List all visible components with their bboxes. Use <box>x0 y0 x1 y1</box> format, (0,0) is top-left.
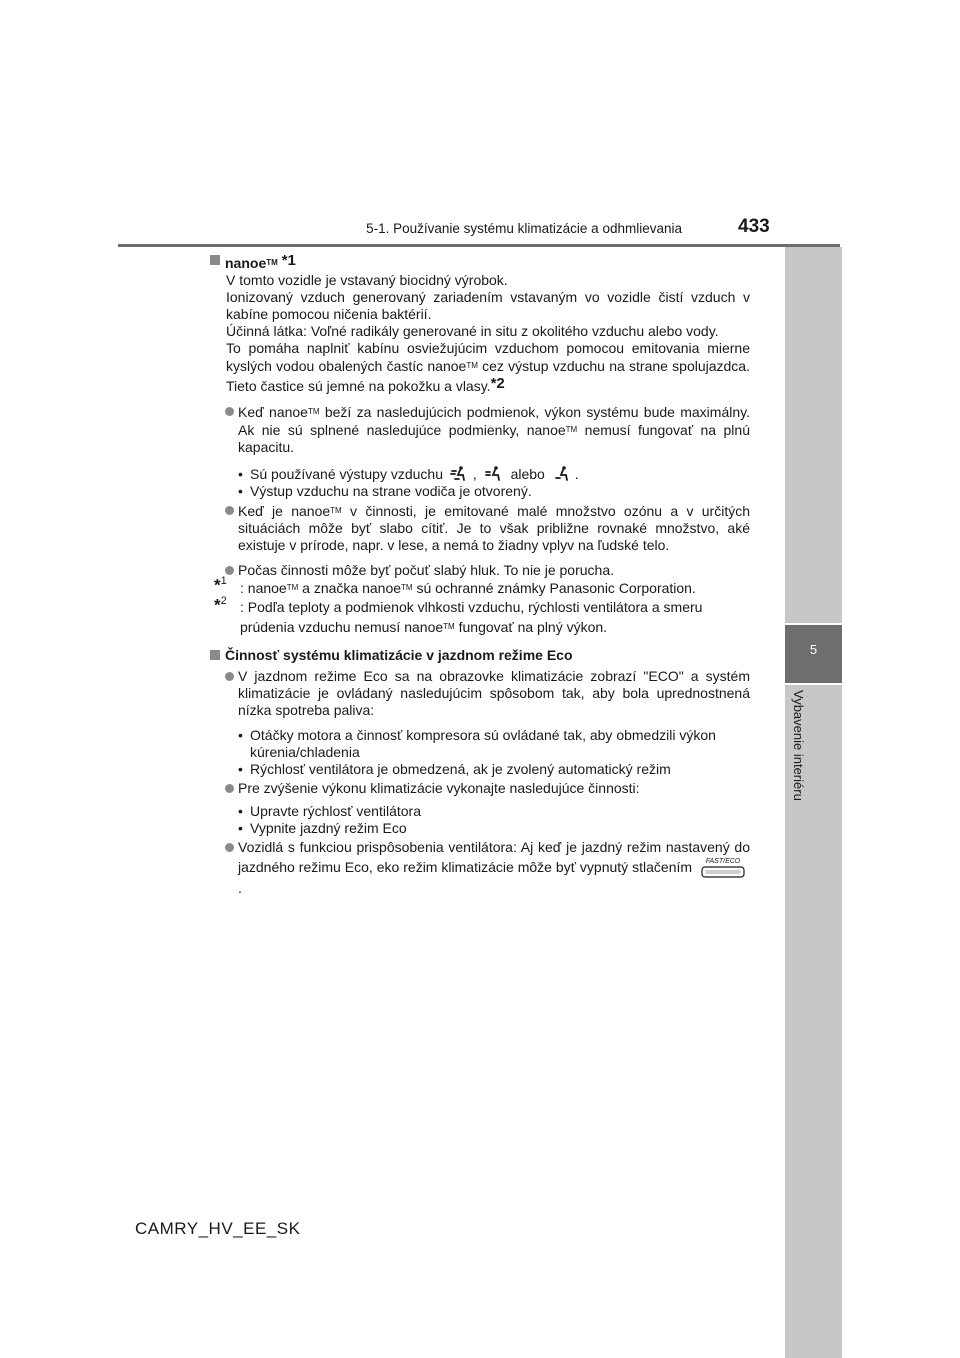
bullet-dot-icon <box>225 784 234 793</box>
bullet-dot-icon <box>225 843 234 852</box>
content <box>210 252 750 897</box>
footnote-1: *$^1$ : nanoe™ a značka nanoe™ sú ochranné známky Panasonic Corporation. <box>214 575 696 596</box>
bullet-dot-icon <box>225 407 234 416</box>
section-heading-nanoe: nanoe™ *1 <box>210 252 750 272</box>
paragraph: To pomáha naplniť kabínu osviežujúcim vzduchom pomocou emitovania mierne kyslých vodou obalených častíc nanoe™ cez výstup vzduchu na strane spolujazdca. Tieto častice sú jemné na pokožku a vlasy.*2 <box>226 340 750 394</box>
bullet-dot-icon <box>225 672 234 681</box>
paragraph: V tomto vozidle je vstavaný biocidný výrobok. <box>226 272 508 288</box>
bullet-dot-icon <box>225 506 234 515</box>
side-tab-chapter-label: Vybavenie interiéru <box>791 690 806 801</box>
sub-bullet-item: • Sú používané výstupy vzduchu , alebo . <box>238 466 579 482</box>
header-title: 5-1. Používanie systému klimatizácie a odhmlievania <box>366 221 682 236</box>
sub-bullet-item: • Upravte rýchlosť ventilátora <box>238 803 421 819</box>
bullet-item: Keď nanoe™ beží za nasledujúcich podmienok, výkon systému bude maximálny. Ak nie sú splnené nasledujúce podmienky, nanoe™ nemusí fungovať na plnú kapacitu. <box>210 403 750 456</box>
header-rule <box>118 244 840 247</box>
paragraph: Ionizovaný vzduch generovaný zariadením vstavaným vo vozidle čistí vzduch v kabíne pomocou ničenia baktérií. <box>226 289 750 322</box>
bullet-item: Vozidlá s funkciou prispôsobenia ventilátora: Aj keď je jazdný režim nastavený do jazdného režimu Eco, eko režim klimatizácie môže byť vypnutý stlačením FAST/ECO . <box>210 839 750 897</box>
paragraph: Účinná látka: Voľné radikály generované in situ z okolitého vzduchu alebo vody. <box>226 323 719 339</box>
bullet-item: Keď je nanoe™ v činnosti, je emitované malé množstvo ozónu a v určitých situáciách môže byť slabo cítiť. Je to však približne rovnaké množstvo, aké existuje v prírode, napr. v lese, a nemá to žiadny vplyv na ľudské telo. <box>210 502 750 554</box>
svg-text:FAST/ECO: FAST/ECO <box>705 858 741 865</box>
side-tab-top <box>785 247 842 623</box>
face-vent-icon <box>483 466 505 482</box>
section-marker-icon <box>210 650 220 660</box>
foot-vent-icon <box>551 466 573 482</box>
footer-doc-code: CAMRY_HV_EE_SK <box>135 1219 301 1238</box>
bullet-item: Počas činnosti môže byť počuť slabý hluk. To nie je porucha. <box>210 562 750 579</box>
side-tab-chapter-number: 5 <box>785 625 842 683</box>
section-marker-icon <box>210 255 220 265</box>
bullet-item: V jazdnom režime Eco sa na obrazovke klimatizácie zobrazí "ECO" a systém klimatizácie je ovládaný nasledujúcim spôsobom tak, aby bola uprednostnená nízka spotreba paliva: <box>210 668 750 719</box>
sub-bullet-item: • Otáčky motora a činnosť kompresora sú ovládané tak, aby obmedzili výkon kúrenia/chladenia <box>238 727 716 760</box>
sub-bullet-item: • Vypnite jazdný režim Eco <box>238 820 407 836</box>
face-and-foot-vent-icon <box>449 466 471 482</box>
sub-bullet-item: • Rýchlosť ventilátora je obmedzená, ak je zvolený automatický režim <box>238 761 671 777</box>
footnote-2: *$^2$ : Podľa teploty a podmienok vlhkosti vzduchu, rýchlosti ventilátora a smeru prúdenia vzduchu nemusí nanoe™ fungovať na plný výkon. <box>214 595 703 635</box>
footnote-ref: *1 <box>281 252 296 269</box>
section-heading-eco: Činnosť systému klimatizácie v jazdnom režime Eco <box>210 647 750 664</box>
bullet-item: Pre zvýšenie výkonu klimatizácie vykonajte nasledujúce činnosti: <box>210 780 750 797</box>
fast-eco-button-icon <box>699 856 747 880</box>
footnote-ref: *2 <box>490 375 505 392</box>
page-number: 433 <box>738 216 770 237</box>
sub-bullet-item: • Výstup vzduchu na strane vodiča je otvorený. <box>238 483 532 499</box>
